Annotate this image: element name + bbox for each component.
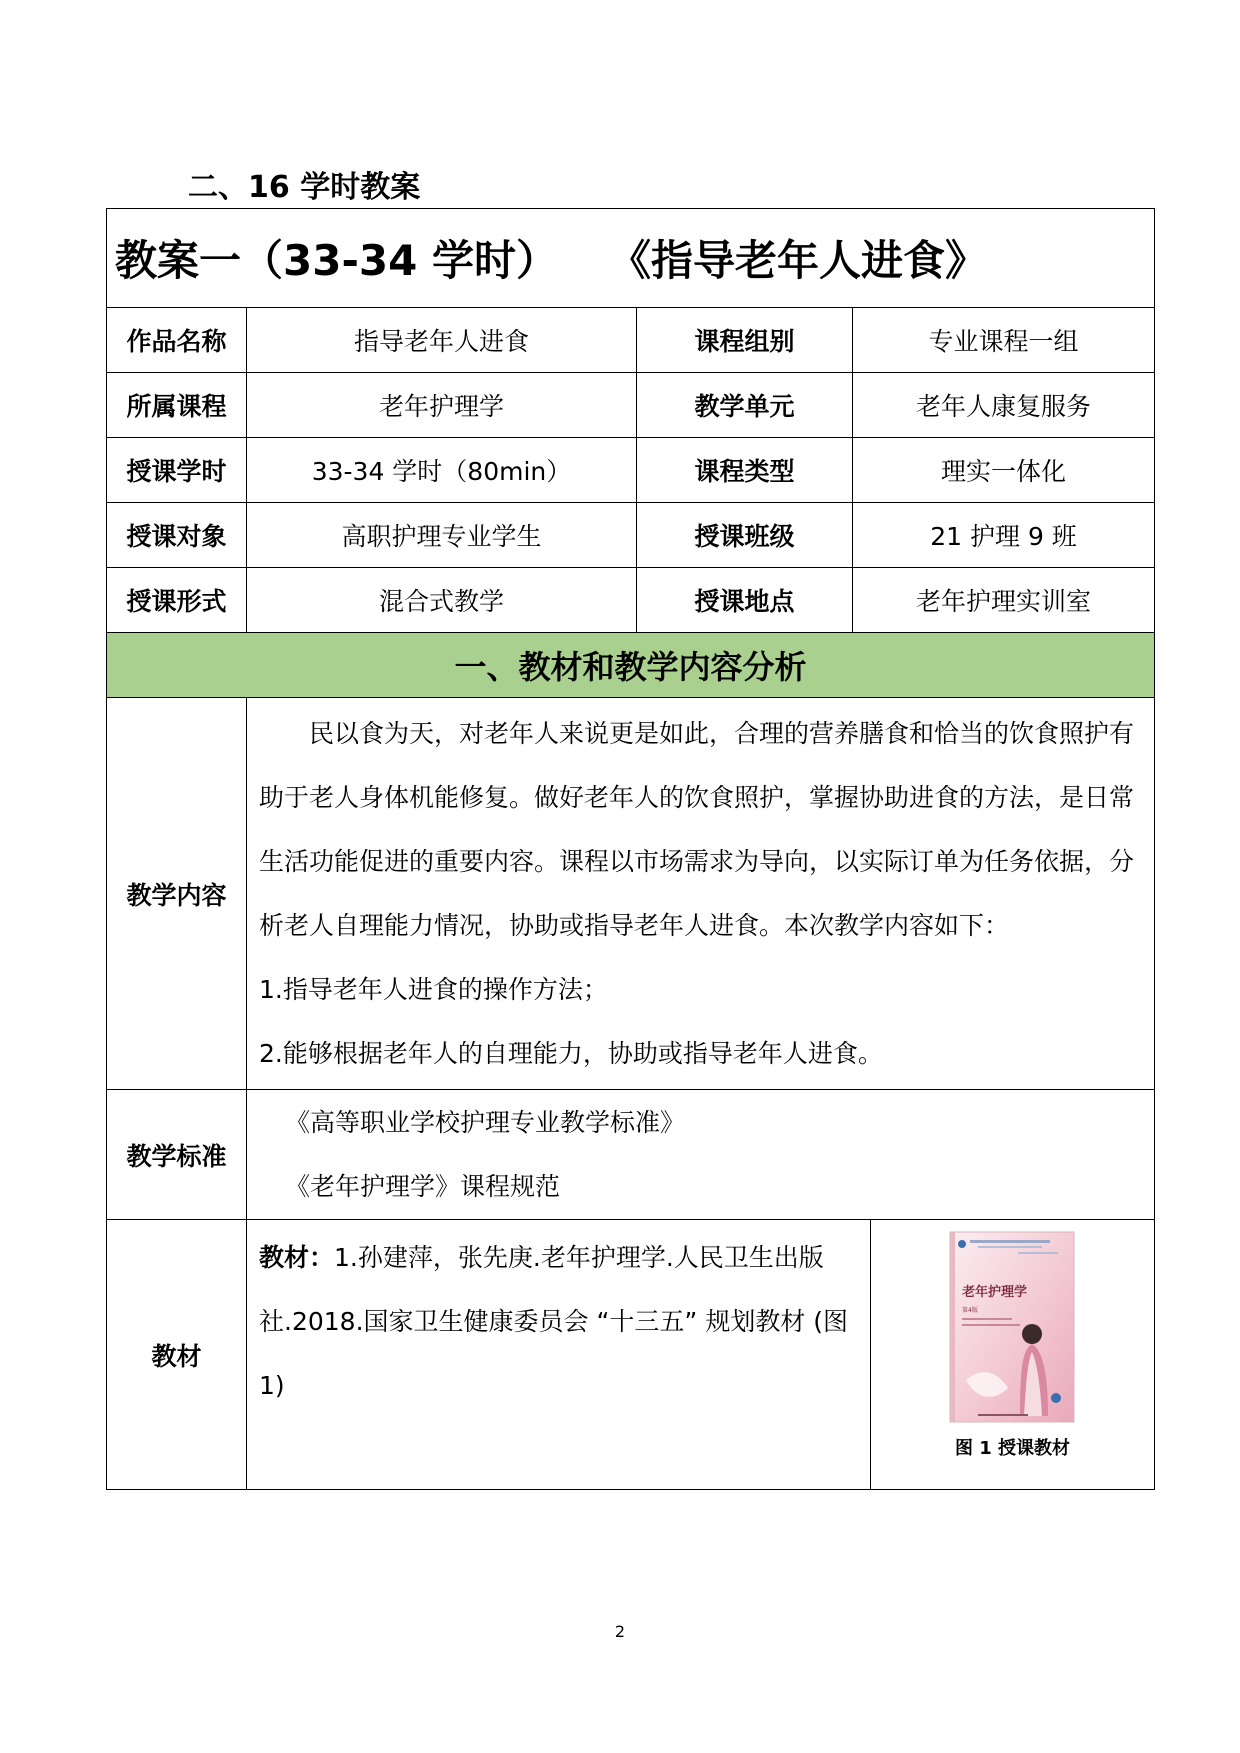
info-value: 混合式教学: [247, 568, 637, 633]
info-label: 所属课程: [107, 373, 247, 438]
cover-title: 老年护理学: [961, 1285, 1027, 1300]
standard-label: 教学标准: [107, 1090, 247, 1220]
textbook-body: [247, 1220, 871, 1490]
content-body: [247, 698, 1155, 1090]
info-label: 授课对象: [107, 503, 247, 568]
info-row: [107, 568, 1155, 633]
standard-body: [247, 1090, 1155, 1220]
info-value: 专业课程一组: [853, 308, 1155, 373]
info-label: 课程组别: [637, 308, 853, 373]
content-item: 1.指导老年人进食的操作方法；: [259, 974, 608, 1004]
info-row: [107, 308, 1155, 373]
info-value: 33-34 学时（80min）: [247, 438, 637, 503]
info-value: 高职护理专业学生: [247, 503, 637, 568]
textbook-text: 1.孙建萍，张先庚.老年护理学.人民卫生出版社.2018.国家卫生健康委员会 “十三五” 规划教材 (图 1): [259, 1243, 849, 1400]
textbook-figure: [871, 1220, 1155, 1490]
info-label: 作品名称: [107, 308, 247, 373]
standard-line: 《老年护理学》课程规范: [285, 1171, 561, 1201]
lesson-title: 教案一（33-34 学时）: [115, 236, 558, 285]
section-title: 一、教材和教学内容分析: [107, 633, 1155, 698]
section-heading: 二、16 学时教案: [188, 170, 421, 205]
figure-caption: 图 1 授课教材: [954, 1438, 1071, 1459]
standard-line: 《高等职业学校护理专业教学标准》: [285, 1107, 686, 1137]
info-value: 21 护理 9 班: [853, 503, 1155, 568]
page-number: 2: [614, 1622, 626, 1641]
info-row: [107, 373, 1155, 438]
lesson-name: 《指导老年人进食》: [629, 236, 987, 285]
info-label: 课程类型: [637, 438, 853, 503]
info-row: [107, 503, 1155, 568]
info-label: 教学单元: [637, 373, 853, 438]
info-value: 老年护理学: [247, 373, 637, 438]
info-label: 授课形式: [107, 568, 247, 633]
lesson-plan-table: [106, 208, 1155, 1490]
textbook-lead: 教材：: [259, 1243, 335, 1272]
textbook-cover-image: [948, 1230, 1078, 1426]
content-item: 2.能够根据老年人的自理能力，协助或指导老年人进食。: [259, 1038, 883, 1068]
info-value: 老年护理实训室: [853, 568, 1155, 633]
info-label: 授课学时: [107, 438, 247, 503]
info-value: 老年人康复服务: [853, 373, 1155, 438]
content-label: 教学内容: [107, 698, 247, 1090]
info-row: [107, 438, 1155, 503]
textbook-label: 教材: [107, 1220, 247, 1490]
info-label: 授课班级: [637, 503, 853, 568]
info-label: 授课地点: [637, 568, 853, 633]
info-value: 指导老年人进食: [247, 308, 637, 373]
content-paragraph: 民以食为天，对老年人来说更是如此，合理的营养膳食和恰当的饮食照护有助于老人身体机能修复。做好老年人的饮食照护，掌握协助进食的方法，是日常生活功能促进的重要内容。课程以市场需求为导向，以实际订单为任务依据，分析老人自理能力情况，协助或指导老年人进食。本次教学内容如下：: [259, 718, 1135, 940]
title-cell: [107, 209, 1155, 308]
info-value: 理实一体化: [853, 438, 1155, 503]
cover-edition: 第4版: [961, 1307, 978, 1314]
